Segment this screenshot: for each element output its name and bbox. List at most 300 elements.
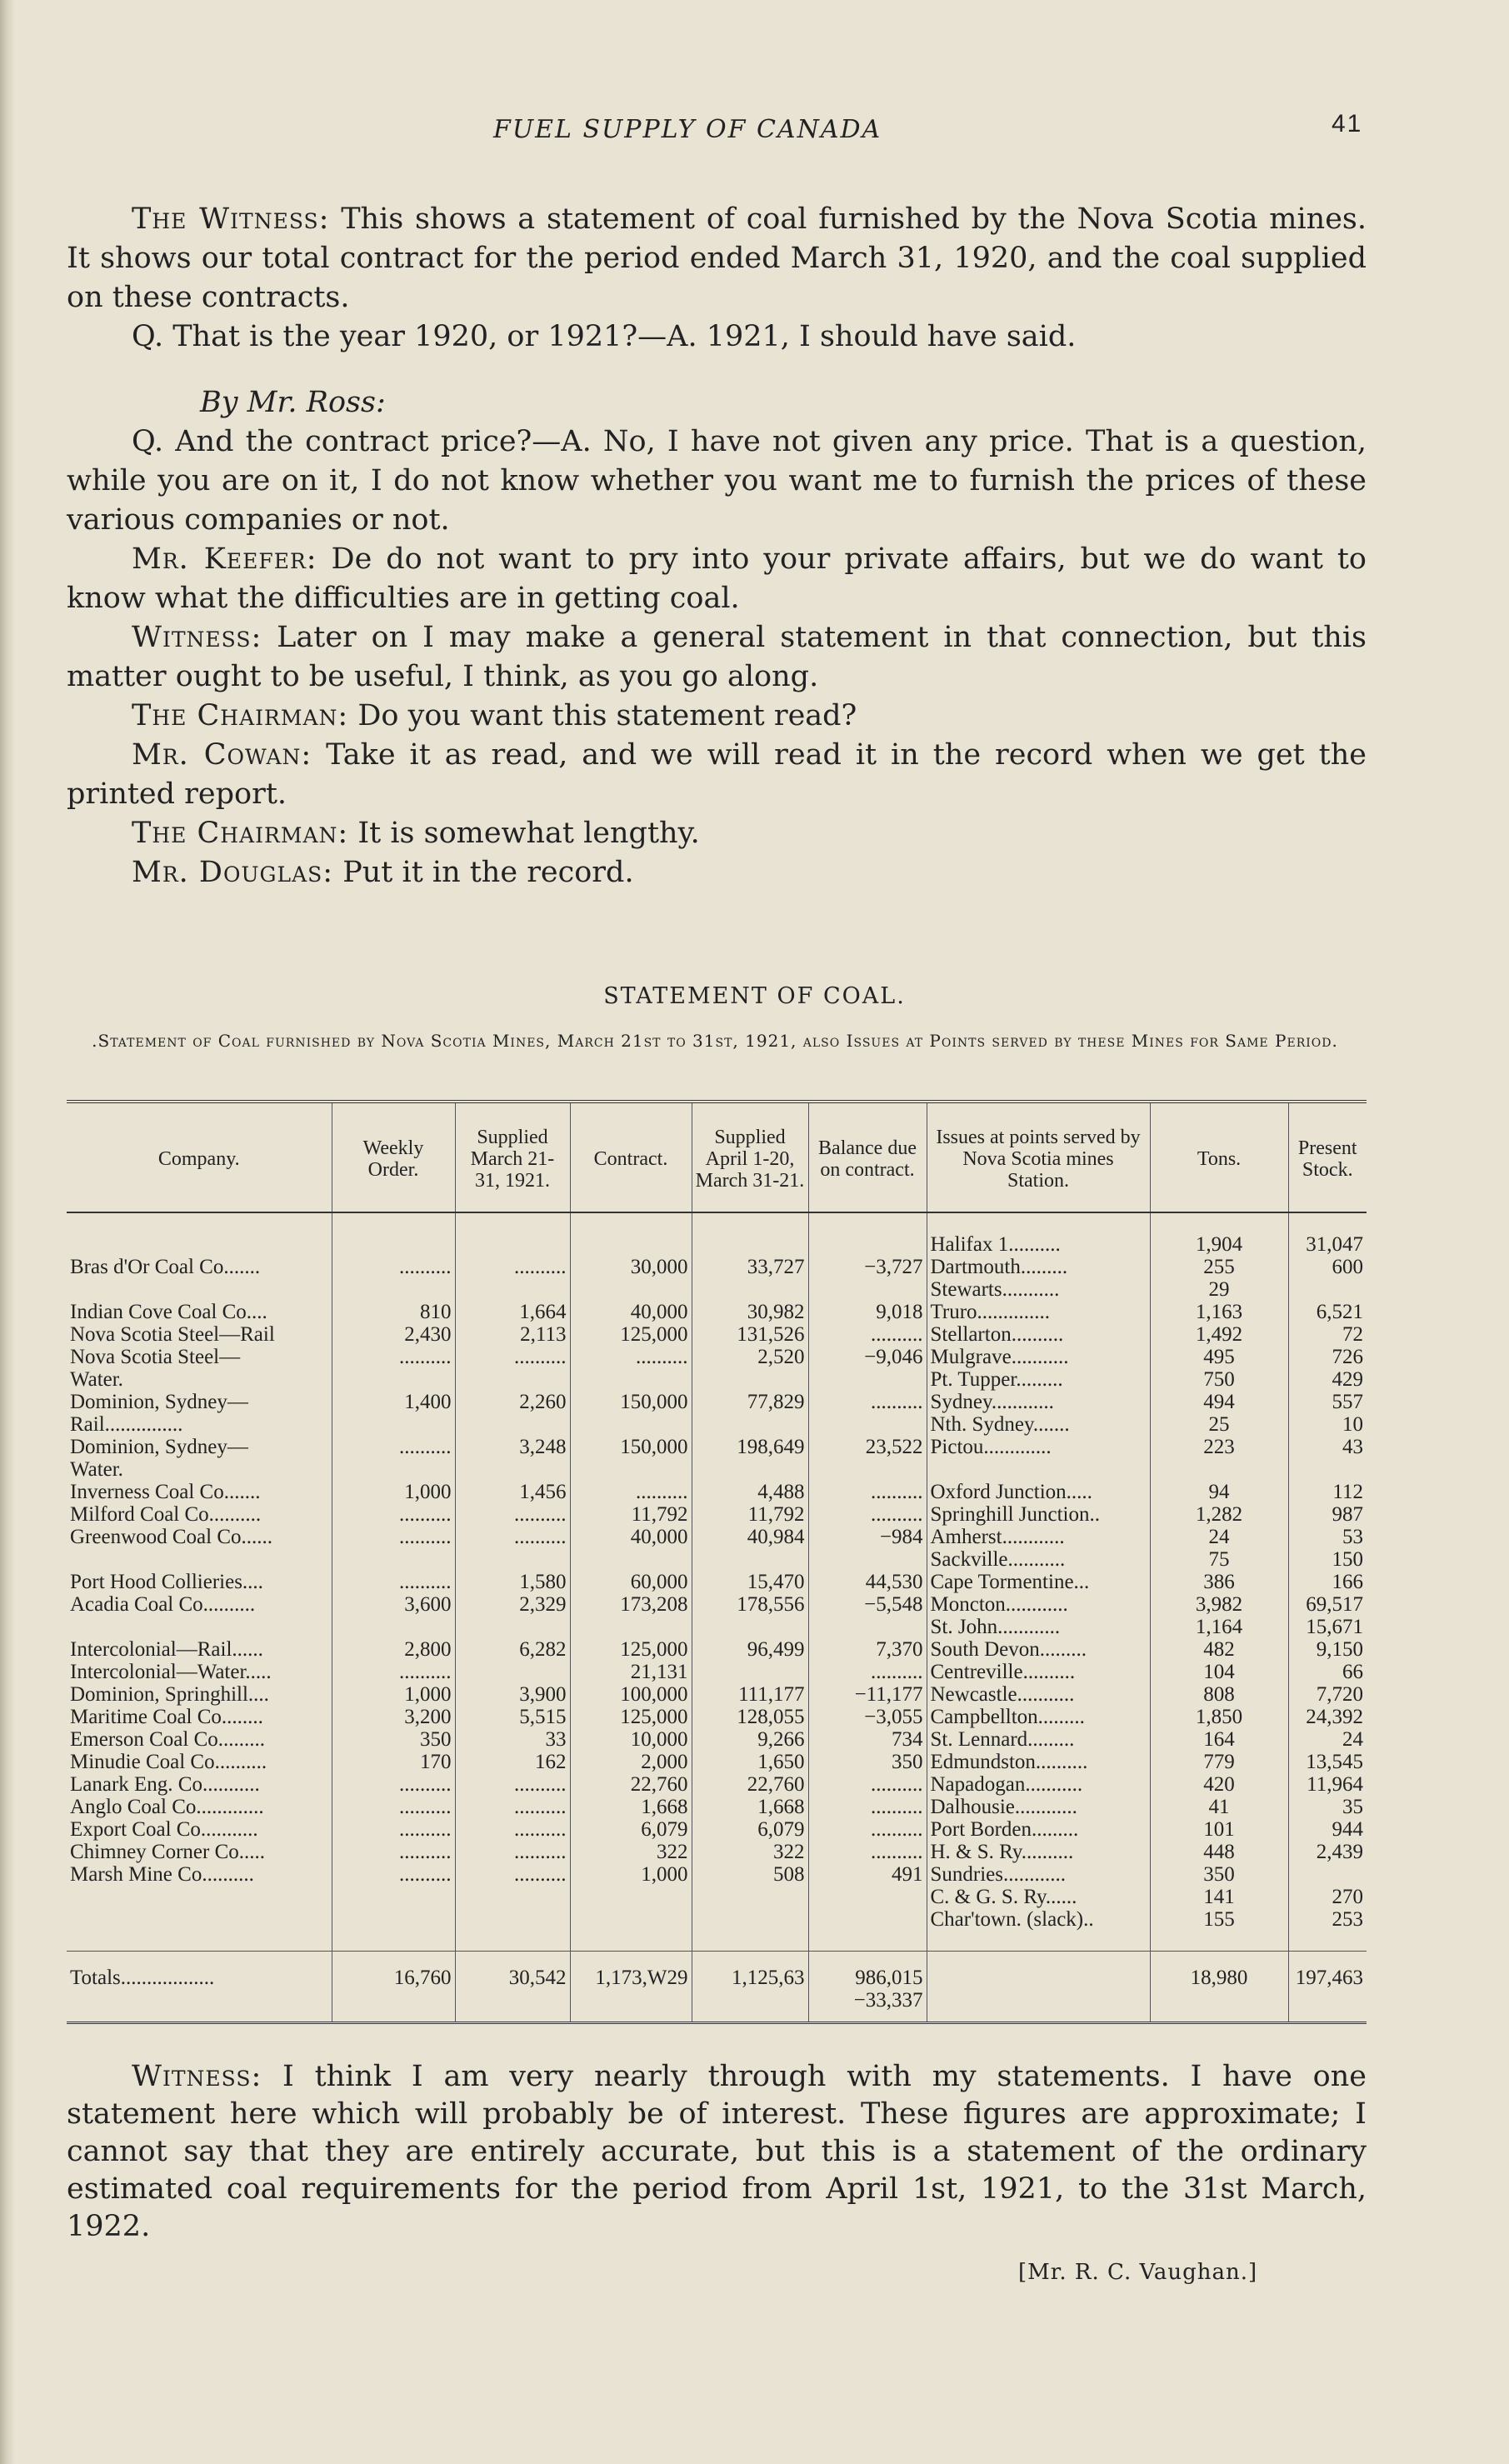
table-cell-balance: −11,177: [808, 1683, 927, 1706]
table-spacer-row: [67, 1212, 1367, 1233]
table-row: [67, 1706, 1367, 1728]
table-cell-tons: 41: [1150, 1796, 1288, 1818]
table-cell-present-stock: 13,545: [1288, 1751, 1367, 1773]
speaker-label: Mr. Douglas:: [132, 856, 334, 889]
table-cell-weekly-order: ..........: [332, 1571, 455, 1593]
table-cell-present-stock: 166: [1288, 1571, 1367, 1593]
table-cell-contract: 173,208: [570, 1593, 692, 1616]
table-cell-balance: 9,018: [808, 1301, 927, 1323]
table-row: [67, 1256, 1367, 1278]
table-cell-balance: 7,370: [808, 1638, 927, 1661]
page-number: 41: [1332, 110, 1363, 137]
table-cell-supplied-march: 6,282: [455, 1638, 570, 1661]
table-cell-balance: ..........: [808, 1841, 927, 1863]
table-cell-present-stock: 600: [1288, 1256, 1367, 1278]
table-cell-present-stock: 429: [1288, 1368, 1367, 1391]
table-cell-tons: 482: [1150, 1638, 1288, 1661]
table-cell-balance: ..........: [808, 1391, 927, 1413]
table-row: [67, 1886, 1367, 1908]
totals-april: 1,125,63: [692, 1952, 808, 2023]
table-cell-supplied-april: 1,650: [692, 1751, 808, 1773]
table-cell-supplied-march: 3,900: [455, 1683, 570, 1706]
totals-tons: 18,980: [1150, 1952, 1288, 2023]
table-cell-present-stock: [1288, 1278, 1367, 1301]
table-cell-station: Centreville..........: [927, 1661, 1150, 1683]
table-cell-tons: 494: [1150, 1391, 1288, 1413]
table-cell-present-stock: 726: [1288, 1346, 1367, 1368]
table-cell-balance: [808, 1458, 927, 1481]
table-cell-tons: 155: [1150, 1908, 1288, 1931]
statement-subheading: .Statement of Coal furnished by Nova Scotia Mines, March 21st to 31st, 1921, also Issues at Points served by these Mines for Same Period.: [92, 1031, 1338, 1051]
table-row: [67, 1796, 1367, 1818]
table-cell-contract: 22,760: [570, 1773, 692, 1796]
table-cell-supplied-march: 1,456: [455, 1481, 570, 1503]
table-cell-present-stock: 557: [1288, 1391, 1367, 1413]
table-cell-contract: [570, 1458, 692, 1481]
statement-heading: STATEMENT OF COAL.: [603, 983, 906, 1009]
speaker-signature: [Mr. R. C. Vaughan.]: [1018, 2260, 1258, 2285]
coal-statement-table: [67, 1100, 1367, 2024]
table-cell-tons: 386: [1150, 1571, 1288, 1593]
table-cell-supplied-march: 2,329: [455, 1593, 570, 1616]
table-cell-present-stock: 2,439: [1288, 1841, 1367, 1863]
table-cell-weekly-order: 2,430: [332, 1323, 455, 1346]
table-cell-supplied-march: 1,580: [455, 1571, 570, 1593]
paragraph-text: This shows a statement of coal furnished by the Nova Scotia mines. It shows our total contract for the period ended March 31, 1920, and the coal supplied on these contracts.: [67, 202, 1367, 314]
table-cell-weekly-order: [332, 1233, 455, 1256]
paragraph-witness-statement: [67, 200, 1367, 317]
table-cell-station: Moncton............: [927, 1593, 1150, 1616]
table-cell-balance: [808, 1413, 927, 1436]
table-cell-supplied-april: [692, 1661, 808, 1683]
paragraph-question-year: Q. That is the year 1920, or 1921?—A. 1921, I should have said.: [132, 320, 1077, 353]
table-cell-station: Sackville...........: [927, 1548, 1150, 1571]
table-cell-contract: [570, 1886, 692, 1908]
paragraph-chairman-read: [67, 697, 1367, 736]
table-cell-contract: 6,079: [570, 1818, 692, 1841]
table-cell-present-stock: 6,521: [1288, 1301, 1367, 1323]
table-row: [67, 1436, 1367, 1458]
table-cell-station: Dalhousie............: [927, 1796, 1150, 1818]
table-cell-station: H. & S. Ry..........: [927, 1841, 1150, 1863]
table-cell-weekly-order: ..........: [332, 1436, 455, 1458]
table-cell-balance: 44,530: [808, 1571, 927, 1593]
table-cell-weekly-order: 810: [332, 1301, 455, 1323]
table-cell-supplied-march: 3,248: [455, 1436, 570, 1458]
table-row: [67, 1323, 1367, 1346]
paragraph-text: Put it in the record.: [333, 856, 634, 889]
table-row: [67, 1661, 1367, 1683]
table-cell-station: Edmundston..........: [927, 1751, 1150, 1773]
table-cell-company: Rail...............: [70, 1413, 183, 1436]
header-supplied-march: Supplied March 21-31, 1921.: [455, 1102, 570, 1212]
table-cell-company: Dominion, Sydney—: [70, 1436, 248, 1458]
table-cell-weekly-order: 2,800: [332, 1638, 455, 1661]
table-cell-station: St. John............: [927, 1616, 1150, 1638]
table-cell-contract: 1,668: [570, 1796, 692, 1818]
table-row: [67, 1346, 1367, 1368]
table-row: [67, 1638, 1367, 1661]
table-cell-balance: ..........: [808, 1503, 927, 1526]
table-cell-contract: [570, 1413, 692, 1436]
table-cell-weekly-order: [332, 1413, 455, 1436]
paragraph-witness-later: [67, 618, 1367, 697]
table-cell-contract: [570, 1908, 692, 1931]
table-cell-supplied-march: ..........: [455, 1503, 570, 1526]
speaker-label: Witness:: [132, 621, 262, 654]
table-cell-supplied-march: ..........: [455, 1818, 570, 1841]
table-cell-weekly-order: ..........: [332, 1796, 455, 1818]
table-cell-balance: −3,727: [808, 1256, 927, 1278]
table-cell-station: South Devon.........: [927, 1638, 1150, 1661]
table-cell-balance: [808, 1886, 927, 1908]
table-cell-tons: 3,982: [1150, 1593, 1288, 1616]
table-cell-supplied-april: 198,649: [692, 1436, 808, 1458]
table-cell-supplied-april: 322: [692, 1841, 808, 1863]
table-cell-balance: [808, 1908, 927, 1931]
totals-contract: 1,173,W29: [570, 1952, 692, 2023]
paragraph-text: Do you want this statement read?: [348, 699, 857, 732]
table-cell-present-stock: 66: [1288, 1661, 1367, 1683]
table-cell-supplied-march: [455, 1458, 570, 1481]
table-cell-tons: 779: [1150, 1751, 1288, 1773]
table-cell-supplied-march: ..........: [455, 1863, 570, 1886]
table-cell-present-stock: 7,720: [1288, 1683, 1367, 1706]
table-cell-supplied-march: [455, 1413, 570, 1436]
table-cell-contract: 150,000: [570, 1391, 692, 1413]
table-row: [67, 1233, 1367, 1256]
table-row: [67, 1728, 1367, 1751]
table-cell-contract: 100,000: [570, 1683, 692, 1706]
table-cell-supplied-april: [692, 1413, 808, 1436]
table-cell-weekly-order: 3,600: [332, 1593, 455, 1616]
table-cell-supplied-april: [692, 1548, 808, 1571]
table-cell-present-stock: 9,150: [1288, 1638, 1367, 1661]
table-row: [67, 1751, 1367, 1773]
table-cell-company: [67, 1616, 332, 1638]
speaker-label: Mr. Keefer:: [132, 542, 317, 576]
table-row: [67, 1526, 1367, 1548]
table-cell-company: Water.: [70, 1368, 123, 1391]
table-cell-contract: 10,000: [570, 1728, 692, 1751]
table-cell-contract: 40,000: [570, 1526, 692, 1548]
table-row: [67, 1908, 1367, 1931]
table-cell-tons: 101: [1150, 1818, 1288, 1841]
table-cell-supplied-april: [692, 1908, 808, 1931]
table-cell-supplied-march: 5,515: [455, 1706, 570, 1728]
closing-text: [67, 2058, 1367, 2246]
table-cell-supplied-march: 2,113: [455, 1323, 570, 1346]
closing-paragraph: [67, 2058, 1367, 2246]
table-cell-balance: −3,055: [808, 1706, 927, 1728]
table-cell-balance: ..........: [808, 1773, 927, 1796]
table-cell-contract: 60,000: [570, 1571, 692, 1593]
table-cell-station: Pt. Tupper.........: [927, 1368, 1150, 1391]
transcript-body: [67, 200, 1367, 892]
table-cell-company: Marsh Mine Co..........: [70, 1863, 254, 1886]
table-cell-tons: 223: [1150, 1436, 1288, 1458]
table-cell-supplied-march: ..........: [455, 1841, 570, 1863]
table-cell-tons: 141: [1150, 1886, 1288, 1908]
table-cell-company: Indian Cove Coal Co....: [70, 1301, 267, 1323]
table-cell-company: Intercolonial—Water.....: [70, 1661, 272, 1683]
table-cell-company: Acadia Coal Co..........: [70, 1593, 256, 1616]
table-cell-tons: 495: [1150, 1346, 1288, 1368]
table-cell-supplied-march: 33: [455, 1728, 570, 1751]
table-cell-balance: ..........: [808, 1818, 927, 1841]
table-cell-company: Emerson Coal Co.........: [70, 1728, 266, 1751]
table-cell-tons: 448: [1150, 1841, 1288, 1863]
table-cell-supplied-april: 77,829: [692, 1391, 808, 1413]
paragraph-keefer: [67, 540, 1367, 618]
table-row: [67, 1503, 1367, 1526]
table-cell-tons: 24: [1150, 1526, 1288, 1548]
table-cell-balance: 350: [808, 1751, 927, 1773]
table-cell-weekly-order: 1,000: [332, 1683, 455, 1706]
table-cell-tons: 25: [1150, 1413, 1288, 1436]
table-cell-tons: 75: [1150, 1548, 1288, 1571]
table-cell-tons: 1,164: [1150, 1616, 1288, 1638]
table-cell-supplied-march: ..........: [455, 1526, 570, 1548]
table-cell-contract: ..........: [570, 1481, 692, 1503]
table-cell-supplied-april: 11,792: [692, 1503, 808, 1526]
table-cell-weekly-order: ..........: [332, 1346, 455, 1368]
table-cell-supplied-april: 6,079: [692, 1818, 808, 1841]
table-cell-present-stock: 987: [1288, 1503, 1367, 1526]
table-cell-contract: 30,000: [570, 1256, 692, 1278]
table-cell-company: [67, 1233, 332, 1256]
table-cell-contract: [570, 1548, 692, 1571]
table-row: [67, 1616, 1367, 1638]
table-cell-weekly-order: [332, 1616, 455, 1638]
totals-balance-negative: −33,337: [853, 1989, 923, 2012]
table-cell-tons: 1,282: [1150, 1503, 1288, 1526]
table-cell-weekly-order: ..........: [332, 1256, 455, 1278]
table-cell-contract: 40,000: [570, 1301, 692, 1323]
table-cell-supplied-april: 2,520: [692, 1346, 808, 1368]
table-cell-supplied-april: 22,760: [692, 1773, 808, 1796]
table-cell-balance: 491: [808, 1863, 927, 1886]
table-cell-supplied-april: 96,499: [692, 1638, 808, 1661]
table-cell-contract: 125,000: [570, 1706, 692, 1728]
table-cell-station: Newcastle...........: [927, 1683, 1150, 1706]
table-cell-present-stock: 53: [1288, 1526, 1367, 1548]
table-totals-row: [67, 1952, 1367, 2023]
table-row: [67, 1593, 1367, 1616]
table-row: [67, 1818, 1367, 1841]
speaker-label: The Chairman:: [132, 699, 349, 732]
table-cell-present-stock: 150: [1288, 1548, 1367, 1571]
table-cell-balance: 734: [808, 1728, 927, 1751]
table-cell-supplied-march: [455, 1233, 570, 1256]
table-cell-balance: ..........: [808, 1323, 927, 1346]
paragraph-question-price: Q. And the contract price?—A. No, I have not given any price. That is a question, while you are on it, I do not know whether you want me to furnish the prices of these various companies or not.: [67, 425, 1367, 537]
table-cell-supplied-march: 1,664: [455, 1301, 570, 1323]
header-tons: Tons.: [1150, 1102, 1288, 1212]
table-cell-balance: ..........: [808, 1481, 927, 1503]
table-cell-station: Truro..............: [927, 1301, 1150, 1323]
table-cell-present-stock: 24: [1288, 1728, 1367, 1751]
table-cell-tons: 164: [1150, 1728, 1288, 1751]
table-cell-weekly-order: 1,400: [332, 1391, 455, 1413]
table-cell-tons: 350: [1150, 1863, 1288, 1886]
table-cell-supplied-april: 15,470: [692, 1571, 808, 1593]
table-cell-company: [67, 1278, 332, 1301]
table-cell-supplied-april: 178,556: [692, 1593, 808, 1616]
table-cell-present-stock: 72: [1288, 1323, 1367, 1346]
table-cell-tons: 1,904: [1150, 1233, 1288, 1256]
table-cell-supplied-april: 131,526: [692, 1323, 808, 1346]
table-cell-station: Halifax 1..........: [927, 1233, 1150, 1256]
table-cell-tons: 1,163: [1150, 1301, 1288, 1323]
table-cell-company: Bras d'Or Coal Co.......: [70, 1256, 261, 1278]
table-cell-weekly-order: [332, 1908, 455, 1931]
table-cell-weekly-order: ..........: [332, 1503, 455, 1526]
running-title: FUEL SUPPLY OF CANADA: [493, 115, 882, 144]
table-cell-supplied-april: [692, 1233, 808, 1256]
table-row: [67, 1481, 1367, 1503]
table-cell-present-stock: 43: [1288, 1436, 1367, 1458]
table-cell-contract: 11,792: [570, 1503, 692, 1526]
table-cell-company: Nova Scotia Steel—: [70, 1346, 241, 1368]
table-cell-company: Port Hood Collieries....: [70, 1571, 263, 1593]
table-cell-supplied-april: [692, 1368, 808, 1391]
table-cell-balance: −5,548: [808, 1593, 927, 1616]
table-cell-tons: 1,850: [1150, 1706, 1288, 1728]
table-cell-balance: [808, 1616, 927, 1638]
table-cell-company: [67, 1548, 332, 1571]
table-cell-supplied-april: 33,727: [692, 1256, 808, 1278]
table-cell-weekly-order: ..........: [332, 1841, 455, 1863]
table-body: [67, 1212, 1367, 1952]
examiner-byline: By Mr. Ross:: [200, 386, 386, 419]
table-row: [67, 1301, 1367, 1323]
table-cell-contract: 1,000: [570, 1863, 692, 1886]
header-weekly-order: Weekly Order.: [332, 1102, 455, 1212]
table-cell-tons: 808: [1150, 1683, 1288, 1706]
table-cell-balance: [808, 1233, 927, 1256]
table-cell-contract: 150,000: [570, 1436, 692, 1458]
table-cell-balance: [808, 1278, 927, 1301]
table-cell-supplied-march: [455, 1886, 570, 1908]
table-cell-station: Sydney............: [927, 1391, 1150, 1413]
table-cell-contract: 322: [570, 1841, 692, 1863]
table-cell-supplied-march: [455, 1278, 570, 1301]
table-cell-company: Maritime Coal Co........: [70, 1706, 263, 1728]
totals-march: 30,542: [455, 1952, 570, 2023]
table-cell-supplied-april: 111,177: [692, 1683, 808, 1706]
paragraph-douglas: [67, 853, 1367, 892]
table-cell-present-stock: 270: [1288, 1886, 1367, 1908]
table-cell-weekly-order: [332, 1548, 455, 1571]
table-cell-station: Pictou.............: [927, 1436, 1150, 1458]
table-cell-supplied-march: 2,260: [455, 1391, 570, 1413]
paragraph-cowan: [67, 736, 1367, 814]
table-cell-present-stock: 24,392: [1288, 1706, 1367, 1728]
table-cell-tons: 750: [1150, 1368, 1288, 1391]
table-cell-tons: 420: [1150, 1773, 1288, 1796]
speaker-label: The Witness:: [132, 202, 330, 236]
table-cell-tons: 94: [1150, 1481, 1288, 1503]
table-cell-supplied-april: 508: [692, 1863, 808, 1886]
table-cell-supplied-march: ..........: [455, 1346, 570, 1368]
table-cell-company: Milford Coal Co..........: [70, 1503, 262, 1526]
table-cell-supplied-april: 40,984: [692, 1526, 808, 1548]
table-row: [67, 1548, 1367, 1571]
table-header-row: [67, 1102, 1367, 1212]
table-cell-weekly-order: [332, 1458, 455, 1481]
table-cell-tons: [1150, 1458, 1288, 1481]
header-supplied-april: Supplied April 1-20, March 31-21.: [692, 1102, 808, 1212]
table-cell-station: Nth. Sydney.......: [927, 1413, 1150, 1436]
table-cell-supplied-april: [692, 1616, 808, 1638]
table-cell-contract: [570, 1616, 692, 1638]
table-cell-tons: 29: [1150, 1278, 1288, 1301]
table-cell-tons: 1,492: [1150, 1323, 1288, 1346]
table-cell-supplied-april: [692, 1458, 808, 1481]
table-cell-present-stock: 253: [1288, 1908, 1367, 1931]
table-row: [67, 1413, 1367, 1436]
table-cell-present-stock: [1288, 1458, 1367, 1481]
table-cell-company: Dominion, Sydney—: [70, 1391, 248, 1413]
table-cell-present-stock: 112: [1288, 1481, 1367, 1503]
table-cell-balance: −984: [808, 1526, 927, 1548]
table-cell-balance: −9,046: [808, 1346, 927, 1368]
header-present-stock: Present Stock.: [1288, 1102, 1367, 1212]
table-cell-supplied-march: [455, 1368, 570, 1391]
table-row: [67, 1458, 1367, 1481]
table-cell-station: Springhill Junction..: [927, 1503, 1150, 1526]
table-cell-present-stock: 31,047: [1288, 1233, 1367, 1256]
table-cell-company: Anglo Coal Co.............: [70, 1796, 264, 1818]
table-row: [67, 1391, 1367, 1413]
table-cell-present-stock: 10: [1288, 1413, 1367, 1436]
table-cell-station: Amherst............: [927, 1526, 1150, 1548]
table-cell-present-stock: 69,517: [1288, 1593, 1367, 1616]
table-cell-contract: [570, 1368, 692, 1391]
totals-station-blank: [927, 1952, 1150, 2023]
table-cell-company: Minudie Coal Co..........: [70, 1751, 267, 1773]
table-cell-station: Mulgrave...........: [927, 1346, 1150, 1368]
table-cell-contract: 125,000: [570, 1638, 692, 1661]
table-cell-station: St. Lennard.........: [927, 1728, 1150, 1751]
table-cell-weekly-order: 1,000: [332, 1481, 455, 1503]
table-cell-balance: [808, 1548, 927, 1571]
table-cell-station: Dartmouth.........: [927, 1256, 1150, 1278]
table-row: [67, 1773, 1367, 1796]
table-cell-weekly-order: ..........: [332, 1526, 455, 1548]
table-cell-station: C. & G. S. Ry......: [927, 1886, 1150, 1908]
table-cell-company: Chimney Corner Co.....: [70, 1841, 266, 1863]
table-cell-supplied-march: ..........: [455, 1773, 570, 1796]
table-cell-contract: ..........: [570, 1346, 692, 1368]
table-cell-supplied-april: 128,055: [692, 1706, 808, 1728]
table-cell-weekly-order: [332, 1278, 455, 1301]
table-cell-station: [927, 1458, 1150, 1481]
table-cell-contract: [570, 1233, 692, 1256]
table-cell-supplied-april: 9,266: [692, 1728, 808, 1751]
table-cell-company: Water.: [70, 1458, 123, 1481]
paragraph-text: Later on I may make a general statement in that connection, but this matter ought to be useful, I think, as you go along.: [67, 621, 1367, 693]
table-cell-balance: ..........: [808, 1661, 927, 1683]
header-contract: Contract.: [570, 1102, 692, 1212]
table-cell-supplied-march: [455, 1616, 570, 1638]
table-cell-supplied-march: 162: [455, 1751, 570, 1773]
speaker-label: The Chairman:: [132, 817, 349, 850]
totals-stock: 197,463: [1288, 1952, 1367, 2023]
table-cell-station: Sundries............: [927, 1863, 1150, 1886]
table-row: [67, 1571, 1367, 1593]
